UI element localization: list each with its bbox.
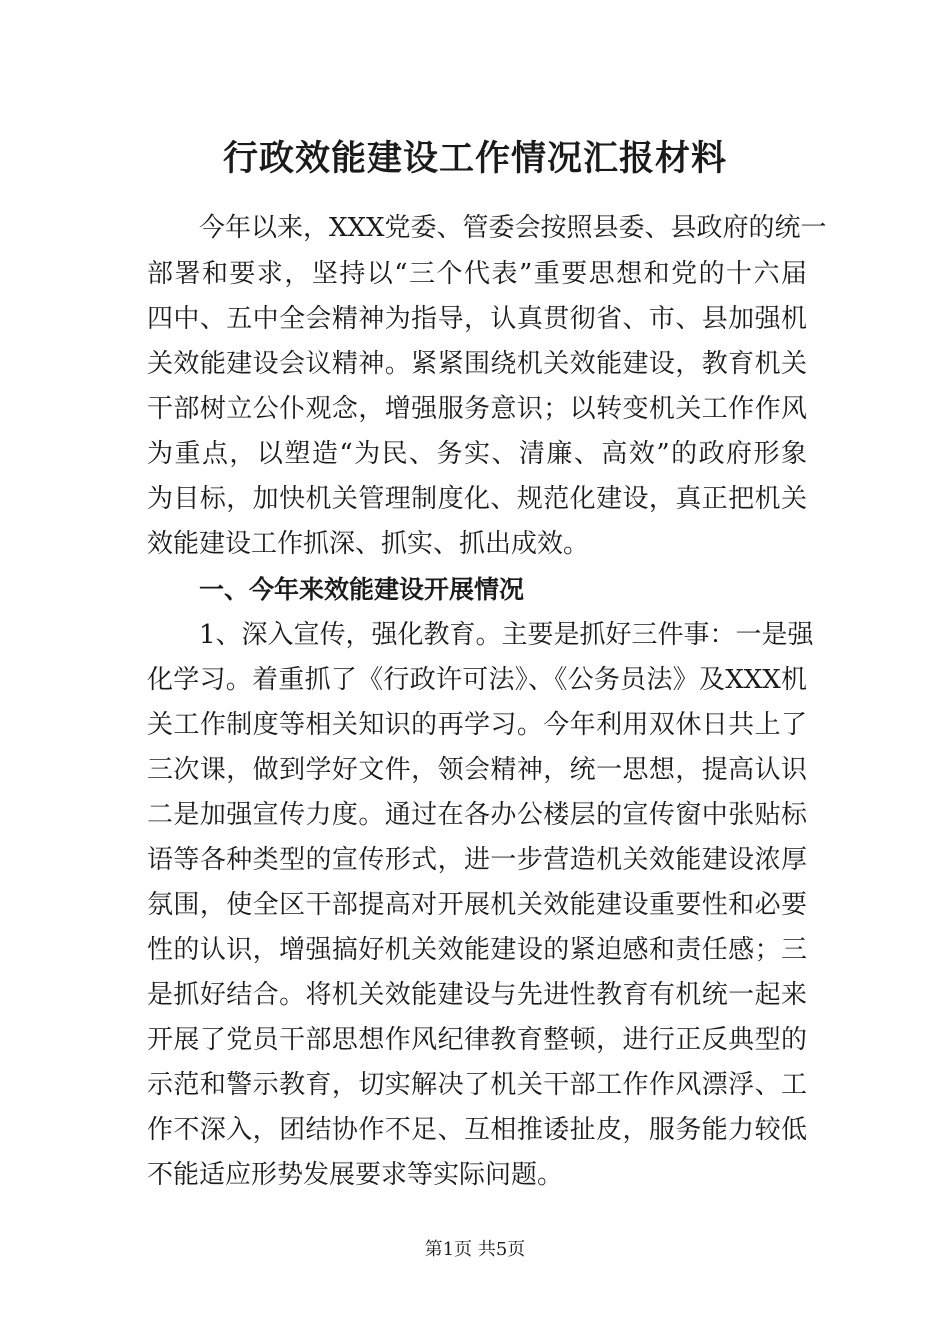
paragraph-line: 开展了党员干部思想作风纪律教育整顿，进行正反典型的 — [147, 1025, 807, 1055]
paragraph-line: 化学习。着重抓了《行政许可法》、《公务员法》及XXX机 — [147, 665, 807, 695]
paragraph-line: 为重点，以塑造“为民、务实、清廉、高效”的政府形象 — [147, 439, 807, 469]
paragraph-line: 1、深入宣传，强化教育。主要是抓好三件事：一是强 — [199, 620, 814, 650]
paragraph-line: 不能适应形势发展要求等实际问题。 — [147, 1160, 564, 1190]
paragraph-line: 是抓好结合。将机关效能建设与先进性教育有机统一起来 — [147, 980, 807, 1010]
paragraph-line: 效能建设工作抓深、抓实、抓出成效。 — [147, 529, 590, 559]
paragraph-line: 关工作制度等相关知识的再学习。今年利用双休日共上了 — [147, 710, 807, 740]
paragraph-line: 示范和警示教育，切实解决了机关干部工作作风漂浮、工 — [147, 1070, 807, 1100]
section-heading: 一、今年来效能建设开展情况 — [199, 575, 525, 604]
paragraph-line: 性的认识，增强搞好机关效能建设的紧迫感和责任感；三 — [147, 935, 807, 965]
paragraph-line: 二是加强宣传力度。通过在各办公楼层的宣传窗中张贴标 — [147, 800, 807, 830]
paragraph-line: 部署和要求，坚持以“三个代表”重要思想和党的十六届 — [147, 259, 807, 289]
page-title: 行政效能建设工作情况汇报材料 — [222, 138, 727, 179]
paragraph-line: 语等各种类型的宣传形式，进一步营造机关效能建设浓厚 — [147, 845, 807, 875]
page-footer: 第1页 共5页 — [424, 1239, 526, 1260]
paragraph-line: 四中、五中全会精神为指导，认真贯彻省、市、县加强机 — [147, 304, 807, 334]
paragraph-line: 氛围，使全区干部提高对开展机关效能建设重要性和必要 — [147, 890, 807, 920]
paragraph-line: 作不深入，团结协作不足、互相推诿扯皮，服务能力较低 — [147, 1115, 807, 1145]
paragraph-line: 关效能建设会议精神。紧紧围绕机关效能建设，教育机关 — [147, 349, 807, 379]
paragraph-line: 干部树立公仆观念，增强服务意识；以转变机关工作作风 — [147, 394, 807, 424]
paragraph-line: 今年以来，XXX党委、管委会按照县委、县政府的统一 — [199, 213, 827, 243]
paragraph-line: 三次课，做到学好文件，领会精神，统一思想，提高认识 — [147, 755, 807, 785]
paragraph-line: 为目标，加快机关管理制度化、规范化建设，真正把机关 — [147, 484, 807, 514]
